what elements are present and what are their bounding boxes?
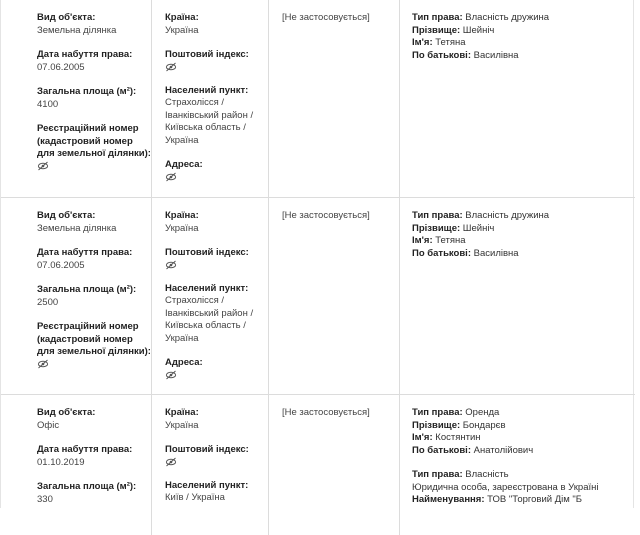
right-type-label: Тип права: — [412, 12, 463, 23]
surname-value: Шейніч — [462, 24, 495, 36]
patronymic-label: По батькові: — [412, 49, 471, 61]
patronymic-value: Анатолійович — [473, 444, 534, 456]
postal-label: Поштовий індекс: — [165, 444, 249, 455]
eye-slash-icon — [37, 161, 49, 171]
patronymic-line — [412, 445, 635, 458]
locality-value: Страхолісся / Іванківський район / Київська область / Україна — [165, 97, 254, 146]
first-name-value: Тетяна — [435, 235, 466, 246]
acquired-date-value: 01.10.2019 — [37, 456, 85, 468]
eye-slash-icon — [165, 62, 177, 72]
entity-kind-line: Юридична особа, зареєстрована в Україні — [412, 481, 599, 493]
owner-cell — [399, 198, 635, 394]
country-value: Україна — [165, 419, 199, 431]
surname-value: Шейніч — [462, 222, 495, 234]
surname-line — [412, 420, 635, 433]
surname-label: Прізвище: — [412, 24, 461, 36]
acquired-date-label: Дата набуття права: — [37, 49, 133, 60]
owner-cell — [399, 395, 635, 535]
right-type-line — [412, 210, 635, 223]
locality-value: Київ / Україна — [165, 492, 225, 503]
location-cell — [151, 198, 268, 394]
patronymic-value: Василівна — [473, 49, 519, 61]
acquired-date-value: 07.06.2005 — [37, 259, 85, 271]
patronymic-value: Василівна — [473, 247, 519, 259]
address-label: Адреса: — [165, 357, 203, 368]
surname-line — [412, 223, 635, 236]
location-cell — [151, 0, 268, 197]
first-name-value: Тетяна — [435, 37, 466, 48]
eye-slash-icon — [165, 260, 177, 270]
object-cell — [23, 198, 151, 394]
locality-label: Населений пункт: — [165, 479, 249, 491]
area-value: 330 — [37, 493, 53, 505]
eye-slash-icon — [165, 172, 177, 182]
table-row — [1, 0, 635, 198]
right-type-line — [412, 12, 635, 25]
locality-value: Страхолісся / Іванківський район / Київська область / Україна — [165, 295, 254, 344]
right-type-value: Власність дружина — [465, 12, 550, 23]
object-cell — [23, 395, 151, 535]
right-type-value: Власність дружина — [465, 210, 550, 221]
postal-label: Поштовий індекс: — [165, 49, 249, 60]
right-type-value: Оренда — [465, 407, 500, 418]
first-name-label: Ім'я: — [412, 37, 433, 48]
area-value: 4100 — [37, 98, 59, 110]
right-type-label: Тип права: — [412, 469, 463, 480]
area-value: 2500 — [37, 296, 59, 308]
postal-label: Поштовий індекс: — [165, 247, 249, 258]
eye-slash-icon — [165, 370, 177, 380]
first-name-value: Костянтин — [435, 432, 481, 443]
acquired-date-label: Дата набуття права: — [37, 247, 133, 258]
surname-label: Прізвище: — [412, 222, 461, 234]
country-label: Країна: — [165, 407, 199, 418]
country-value: Україна — [165, 222, 199, 234]
not-applicable-text: [Не застосовується] — [282, 407, 370, 418]
first-name-label: Ім'я: — [412, 432, 433, 443]
patronymic-line — [412, 50, 635, 63]
object-type-label: Вид об'єкта: — [37, 407, 96, 418]
table-row — [1, 395, 635, 535]
cadastral-label: Реєстраційний номер (кадастровий номер для земельної ділянки): — [37, 123, 151, 159]
object-type-label: Вид об'єкта: — [37, 210, 96, 221]
acquired-date-value: 07.06.2005 — [37, 61, 85, 73]
not-applicable-cell — [268, 198, 399, 394]
entity-name-label: Найменування: — [412, 494, 485, 505]
area-label: Загальна площа (м²): — [37, 284, 137, 295]
area-label: Загальна площа (м²): — [37, 86, 137, 97]
object-type-label: Вид об'єкта: — [37, 12, 96, 23]
not-applicable-cell — [268, 0, 399, 197]
right-type-value: Власність — [465, 469, 509, 480]
locality-label: Населений пункт: — [165, 282, 249, 294]
patronymic-label: По батькові: — [412, 444, 471, 456]
right-type-line — [412, 407, 635, 420]
eye-slash-icon — [165, 457, 177, 467]
area-label: Загальна площа (м²): — [37, 481, 137, 492]
not-applicable-text: [Не застосовується] — [282, 12, 370, 23]
address-label: Адреса: — [165, 159, 203, 170]
first-name-line — [412, 37, 635, 50]
right-type-label: Тип права: — [412, 210, 463, 221]
object-cell — [23, 0, 151, 197]
object-type-value: Офіс — [37, 419, 60, 431]
entity-name-value: ТОВ "Торговий Дім "Б — [487, 494, 583, 505]
not-applicable-cell — [268, 395, 399, 535]
table-row — [1, 198, 635, 395]
country-label: Країна: — [165, 210, 199, 221]
first-name-line — [412, 235, 635, 248]
acquired-date-label: Дата набуття права: — [37, 444, 133, 455]
owner-cell — [399, 0, 635, 197]
right-type-label: Тип права: — [412, 407, 463, 418]
surname-value: Бондарєв — [462, 419, 506, 431]
patronymic-label: По батькові: — [412, 247, 471, 259]
first-name-label: Ім'я: — [412, 235, 433, 246]
surname-line — [412, 25, 635, 38]
patronymic-line — [412, 248, 635, 261]
not-applicable-text: [Не застосовується] — [282, 210, 370, 221]
object-type-value: Земельна ділянка — [37, 24, 117, 36]
eye-slash-icon — [37, 359, 49, 369]
cadastral-label: Реєстраційний номер (кадастровий номер для земельної ділянки): — [37, 321, 151, 357]
entity-name-line — [412, 494, 635, 507]
location-cell — [151, 395, 268, 535]
object-type-value: Земельна ділянка — [37, 222, 117, 234]
country-label: Країна: — [165, 12, 199, 23]
locality-label: Населений пункт: — [165, 84, 249, 96]
country-value: Україна — [165, 24, 199, 36]
right-type-line — [412, 469, 635, 482]
first-name-line — [412, 432, 635, 445]
surname-label: Прізвище: — [412, 419, 461, 431]
